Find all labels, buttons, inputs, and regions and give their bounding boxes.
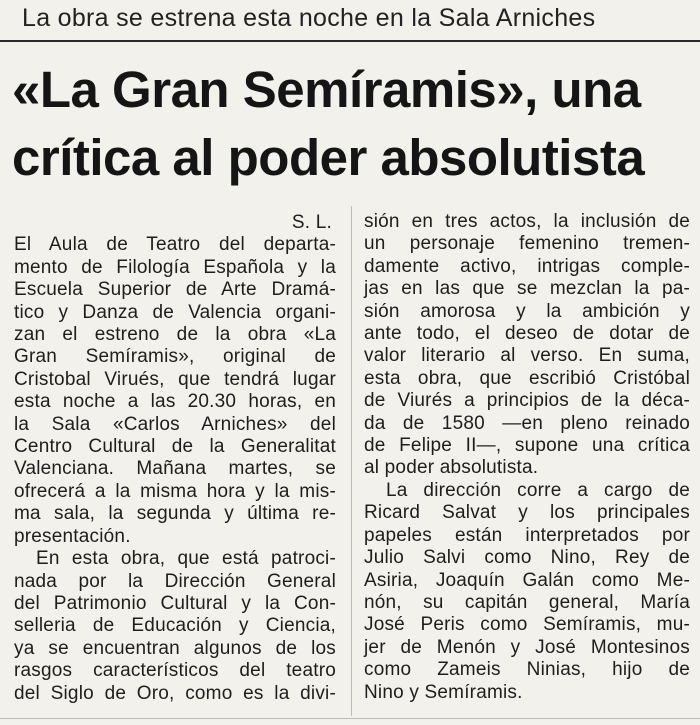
text-line: ma sala, la segunda y última re- [14, 503, 336, 525]
text-line: un personaje femenino tremen- [364, 233, 690, 255]
text-line: En esta obra, que está patroci- [36, 548, 336, 570]
text-line: de Felipe II—, supone una crítica [364, 435, 690, 457]
column-divider [351, 206, 352, 716]
text-line: ya se encuentran algunos de los [14, 637, 336, 659]
text-line: ante todo, el deseo de dotar de [364, 323, 690, 345]
text-line: Escuela Superior de Arte Dramá- [14, 279, 336, 301]
paragraph-2 [14, 548, 336, 705]
article-column-left [14, 212, 336, 705]
text-line: da de 1580 —en pleno reinado [364, 412, 690, 434]
text-line: sión en tres actos, la inclusión de [364, 211, 690, 232]
text-line: papeles están interpretados por [364, 524, 690, 546]
text-line: Gran Semíramis», original de [14, 346, 336, 368]
text-line: Ricard Salvat y los principales [364, 502, 690, 524]
text-line: como Zameis Ninias, hijo de [364, 659, 690, 681]
article-kicker: La obra se estrena esta noche en la Sala Arniches [22, 4, 596, 32]
article-column-right [364, 211, 690, 704]
text-line: jer de Menón y José Montesinos [364, 636, 690, 658]
text-line: nón, su capitán general, María [364, 591, 690, 613]
headline-line-1: «La Gran Semíramis», una [12, 61, 641, 118]
text-line: jas en las que se mezclan la pa- [364, 278, 690, 300]
text-line: La dirección corre a cargo de [386, 479, 690, 501]
text-line: de Viurés a principios de la déca- [364, 390, 690, 412]
paragraph-3 [364, 480, 690, 704]
text-line: José Peris como Semíramis, mu- [364, 614, 690, 636]
paragraph-2-continued [364, 211, 690, 480]
text-line: mento de Filología Española y la [14, 256, 336, 278]
text-line: Julio Salvi como Nino, Rey de [364, 547, 690, 569]
text-line: Cristobal Virués, que tendrá lugar [14, 368, 336, 390]
text-line: Asiria, Joaquín Galán como Me- [364, 569, 690, 591]
text-line: El Aula de Teatro del departa- [14, 234, 336, 256]
article-headline [12, 56, 696, 192]
byline: S. L. [291, 212, 332, 233]
text-line: Centro Cultural de la Generalitat [14, 436, 336, 458]
text-line: selleria de Educación y Ciencia, [14, 615, 336, 637]
paragraph-1 [14, 234, 336, 548]
text-line: esta obra, que escribió Cristóbal [364, 367, 690, 389]
text-line: valor literario al verso. En suma, [364, 345, 690, 367]
headline-line-2: crítica al poder absolutista [12, 129, 645, 186]
text-line: la Sala «Carlos Arniches» del [14, 413, 336, 435]
bottom-rule [0, 718, 700, 719]
text-line: presentación. [14, 525, 131, 547]
text-line: zan el estreno de la obra «La [14, 324, 336, 346]
top-rule [0, 40, 700, 42]
text-line: al poder absolutista. [364, 457, 539, 479]
text-line: del Siglo de Oro, como es la divi- [14, 682, 336, 704]
text-line: Valenciana. Mañana martes, se [14, 458, 336, 480]
text-line: tico y Danza de Valencia organi- [14, 301, 336, 323]
text-line: rasgos característicos del teatro [14, 660, 336, 682]
text-line: ofrecerá a la misma hora y la mis- [14, 480, 336, 502]
text-line: sión amorosa y la ambición y [364, 300, 690, 322]
text-line: esta noche a las 20.30 horas, en [14, 391, 336, 413]
text-line: Nino y Semíramis. [364, 681, 523, 703]
text-line: damente activo, intrigas comple- [364, 255, 690, 277]
text-line: nada por la Dirección General [14, 570, 336, 592]
text-line: del Patrimonio Cultural y la Con- [14, 592, 336, 614]
